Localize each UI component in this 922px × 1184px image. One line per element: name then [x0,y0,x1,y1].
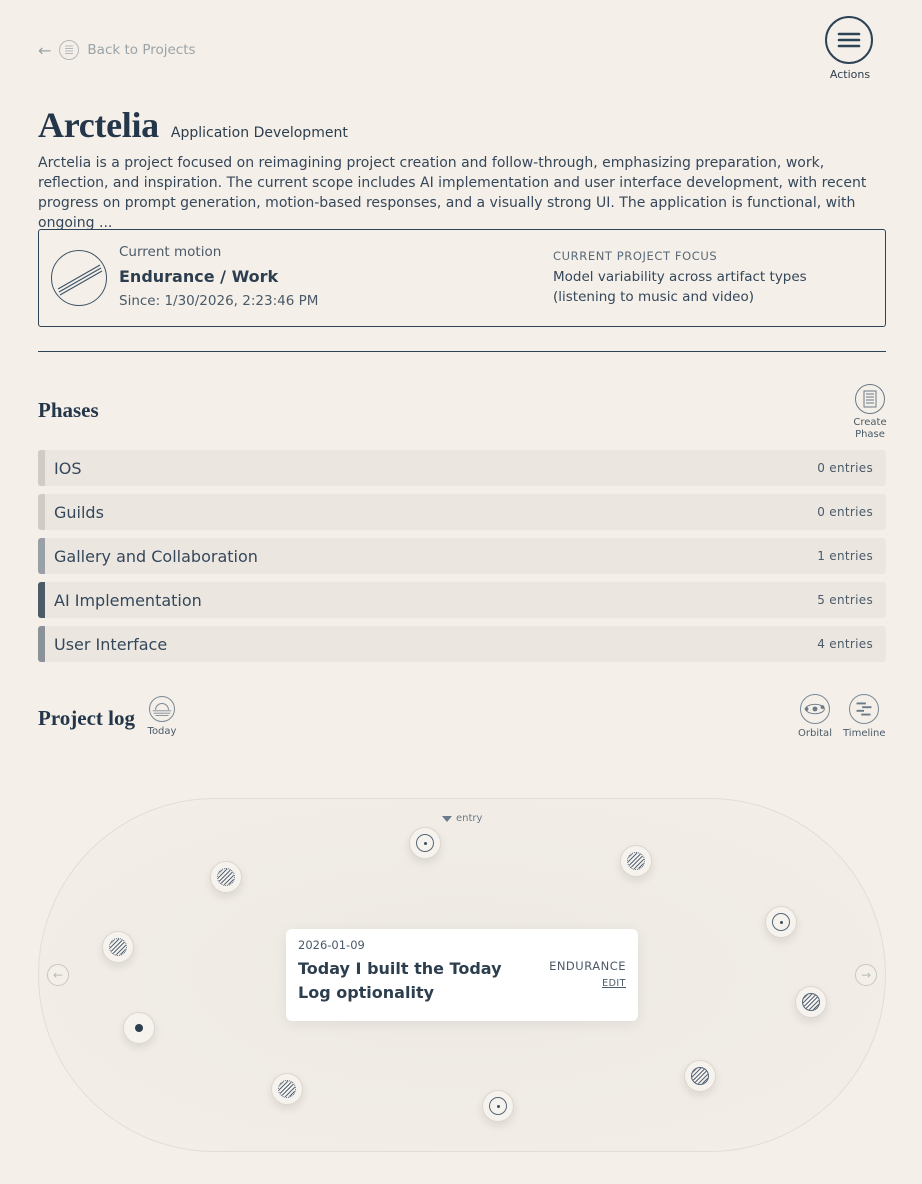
entry-hatch-icon [217,868,235,886]
phase-name: AI Implementation [54,590,202,610]
log-entry-node[interactable] [795,986,827,1018]
entry-marker [442,813,482,824]
sunrise-icon [149,696,175,722]
entry-marker-triangle-icon [442,816,452,822]
next-entry-button[interactable] [855,964,877,986]
phase-row-guilds[interactable] [38,494,886,530]
phase-name: Guilds [54,502,104,522]
entry-dot-icon [416,834,434,852]
create-phase-label: Create Phase [853,417,887,440]
log-entry-node[interactable] [684,1060,716,1092]
timeline-icon [849,694,879,724]
back-to-projects-link[interactable] [38,40,196,60]
create-phase-button[interactable] [851,384,889,441]
log-entry-node[interactable] [409,827,441,859]
orbital-view-button[interactable] [794,694,836,739]
orbital-label: Orbital [798,728,832,739]
project-header [38,104,348,146]
entry-hatch-icon [109,938,127,956]
entry-hatch-icon [802,993,820,1011]
endurance-motion-icon [51,250,107,306]
focus-label: CURRENT PROJECT FOCUS [553,249,718,263]
entry-filled-dot-icon [135,1024,143,1032]
entry-dot-icon [489,1097,507,1115]
today-button[interactable] [146,696,178,737]
actions-button[interactable] [825,16,875,81]
log-entry-node[interactable] [102,931,134,963]
motion-since: Since: 1/30/2026, 2:23:46 PM [119,293,319,309]
phase-row-user-interface[interactable] [38,626,886,662]
phase-row-ios[interactable] [38,450,886,486]
today-label: Today [147,726,177,737]
log-entry-node[interactable] [210,861,242,893]
phase-entry-count: 1 entries [817,549,873,563]
menu-icon [825,16,873,64]
entry-title: Today I built the Today Log optionality [298,959,502,1002]
projects-icon [59,40,79,60]
timeline-label: Timeline [843,728,886,739]
phase-accent [38,582,45,618]
project-description: Arctelia is a project focused on reimagining project creation and follow-through, emphasizing preparation, work, reflection, and inspiration. The current scope includes AI implementation and user interface development, with recent progress on prompt generation, motion-based responses, and a visually strong UI. The application is functional, with ongoing ... [38,155,867,231]
entry-hatch-icon [278,1080,296,1098]
arrow-left-icon: ← [52,968,64,982]
orbital-icon [800,694,830,724]
phase-accent [38,450,45,486]
motion-info [119,244,318,309]
entry-marker-label: entry [456,813,483,824]
phase-entry-count: 4 entries [817,637,873,651]
entry-hatch-icon [627,852,645,870]
phase-accent [38,626,45,662]
arrow-right-icon: → [860,968,872,982]
phase-accent [38,494,45,530]
project-focus [553,249,853,307]
entry-date: 2026-01-09 [298,938,365,952]
focus-value: Model variability across artifact types (listening to music and video) [553,269,807,305]
log-entry-node[interactable] [482,1090,514,1122]
phase-accent [38,538,45,574]
entry-hatch-icon [691,1067,709,1085]
motion-label: Current motion [119,244,222,260]
actions-label: Actions [829,68,871,81]
entry-dot-icon [772,913,790,931]
project-title: Arctelia [38,105,159,145]
project-category: Application Development [170,125,348,141]
log-entry-node[interactable] [123,1012,155,1044]
phase-name: User Interface [54,634,168,654]
prev-entry-button[interactable] [47,964,69,986]
log-entry-node[interactable] [765,906,797,938]
log-entry-node[interactable] [620,845,652,877]
create-phase-icon [855,384,885,414]
phases-title: Phases [38,398,99,422]
phase-entry-count: 0 entries [817,461,873,475]
current-motion-card [38,229,886,327]
entry-motion: ENDURANCE [549,959,626,973]
phase-name: Gallery and Collaboration [54,546,258,566]
back-arrow-icon: ← [38,40,52,60]
section-divider [38,351,886,352]
log-entry-node[interactable] [271,1073,303,1105]
phase-row-ai-implementation[interactable] [38,582,886,618]
phase-name: IOS [54,458,82,478]
phase-entry-count: 5 entries [817,593,873,607]
motion-value: Endurance / Work [119,267,279,286]
project-log-title: Project log [38,706,135,730]
active-entry-card[interactable] [286,929,638,1021]
phase-row-gallery[interactable] [38,538,886,574]
phase-entry-count: 0 entries [817,505,873,519]
timeline-view-button[interactable] [843,694,885,739]
back-link-label: Back to Projects [87,42,196,58]
edit-entry-link[interactable]: EDIT [602,978,626,989]
